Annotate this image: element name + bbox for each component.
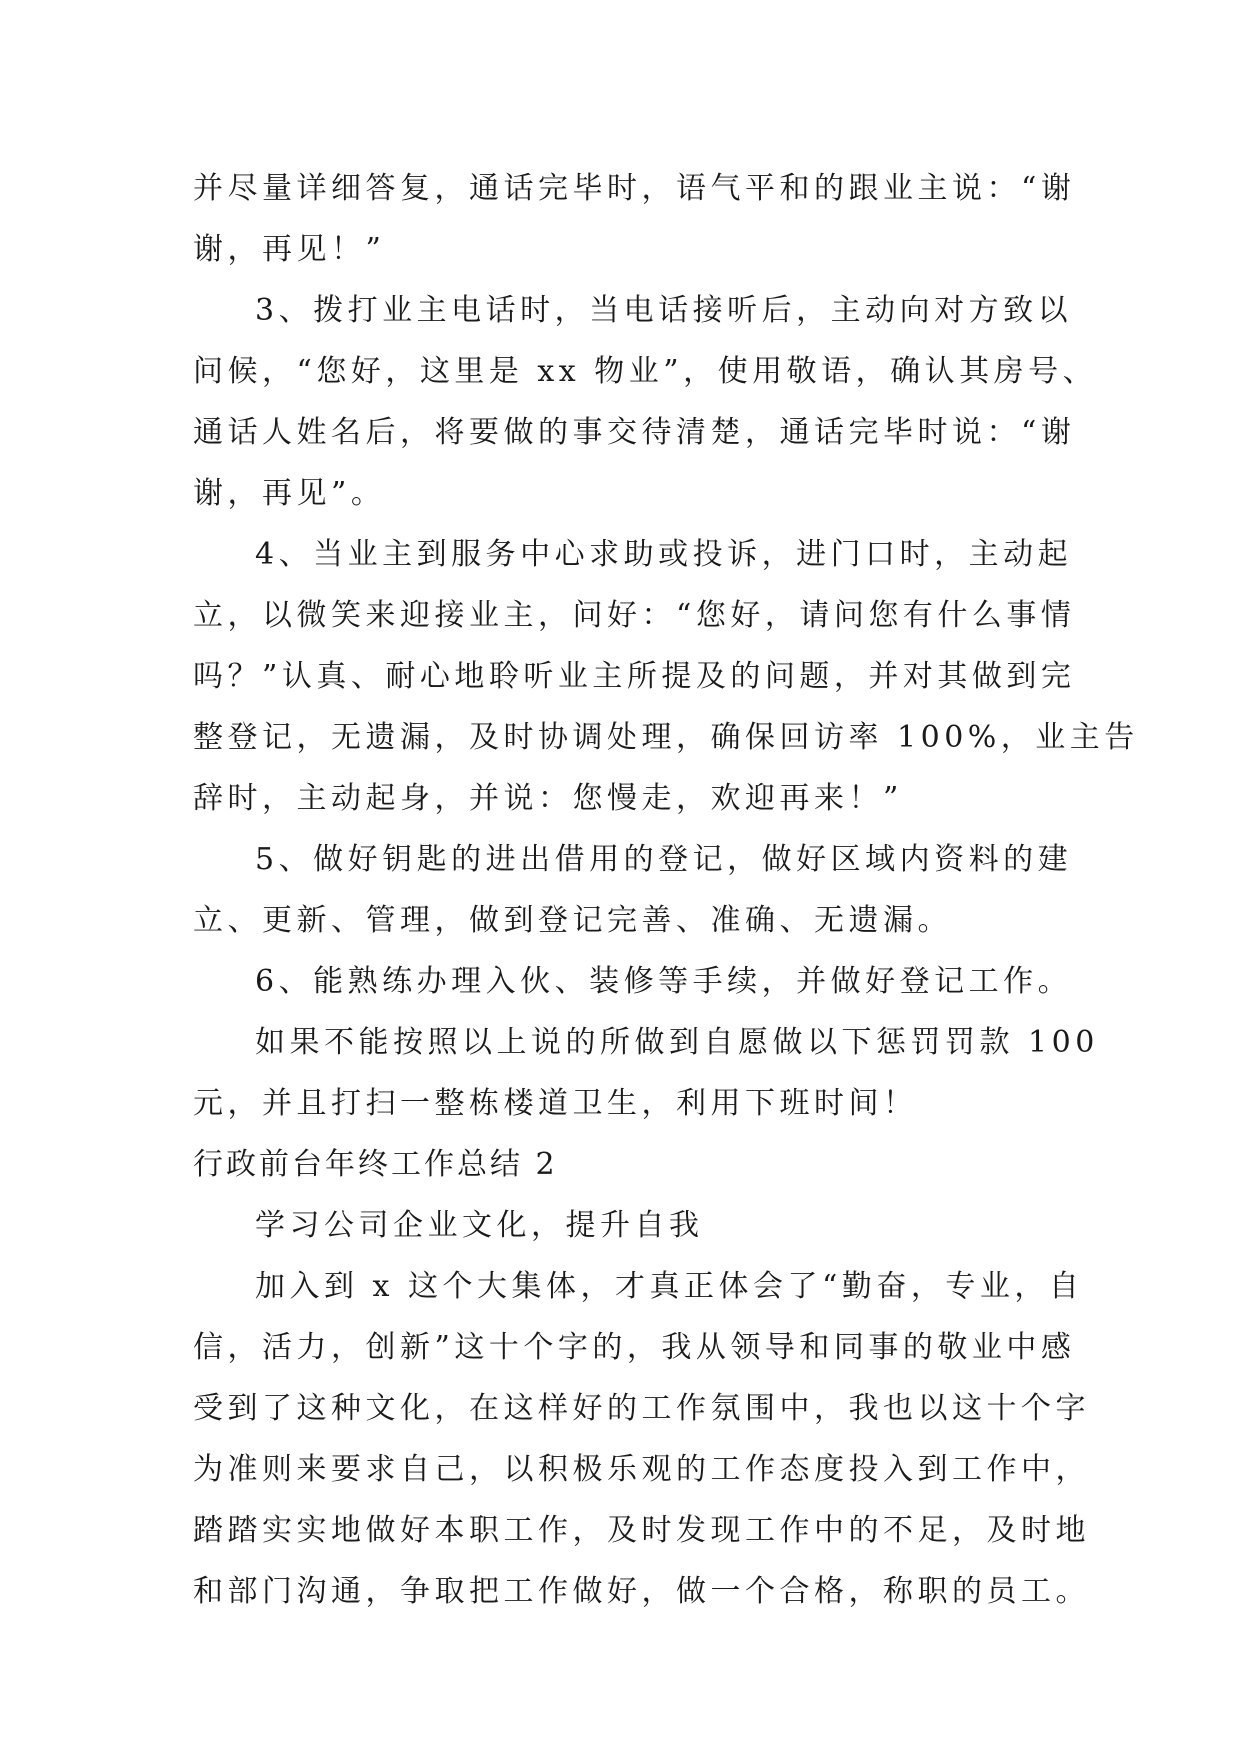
paragraph-item-6: 6、能熟练办理入伙、装修等手续，并做好登记工作。: [255, 964, 1073, 999]
paragraph-item-4: 4、当业主到服务中心求助或投诉，进门口时，主动起: [255, 537, 1073, 572]
paragraph-start: 加入到 x 这个大集体，才真正体会了“勤奋，专业，自: [255, 1269, 1084, 1304]
text-line: 谢，再见”。: [193, 476, 386, 511]
text-line: 吗？”认真、耐心地聆听业主所提及的问题，并对其做到完: [193, 659, 1076, 694]
text-line: 谢，再见！”: [193, 232, 386, 267]
text-line: 并尽量详细答复，通话完毕时，语气平和的跟业主说：“谢: [193, 171, 1076, 206]
text-line: 立，以微笑来迎接业主，问好：“您好，请问您有什么事情: [193, 598, 1076, 633]
penalty-paragraph: 如果不能按照以上说的所做到自愿做以下惩罚罚款 100: [255, 1025, 1099, 1060]
paragraph-item-5: 5、做好钥匙的进出借用的登记，做好区域内资料的建: [255, 842, 1073, 877]
text-line: 整登记，无遗漏，及时协调处理，确保回访率 100%，业主告: [193, 720, 1139, 755]
text-line: 踏踏实实地做好本职工作，及时发现工作中的不足，及时地: [193, 1513, 1090, 1548]
document-body: [193, 158, 1139, 1622]
text-line: 问候，“您好，这里是 xx 物业”，使用敬语，确认其房号、: [193, 354, 1098, 389]
text-line: 通话人姓名后，将要做的事交待清楚，通话完毕时说：“谢: [193, 415, 1076, 450]
text-line: 立、更新、管理，做到登记完善、准确、无遗漏。: [193, 903, 952, 938]
paragraph-item-3: 3、拨打业主电话时，当电话接听后，主动向对方致以: [255, 293, 1073, 328]
text-line: 受到了这种文化，在这样好的工作氛围中，我也以这十个字: [193, 1391, 1090, 1426]
section-heading: 行政前台年终工作总结 2: [193, 1147, 558, 1182]
text-line: 和部门沟通，争取把工作做好，做一个合格，称职的员工。: [193, 1574, 1090, 1609]
text-line: 信，活力，创新”这十个字的，我从领导和同事的敬业中感: [193, 1330, 1076, 1365]
subheading: 学习公司企业文化，提升自我: [255, 1208, 704, 1243]
text-line: 辞时，主动起身，并说：您慢走，欢迎再来！”: [193, 781, 903, 816]
text-line: 为准则来要求自己，以积极乐观的工作态度投入到工作中，: [193, 1452, 1090, 1487]
text-line: 元，并且打扫一整栋楼道卫生，利用下班时间！: [193, 1086, 918, 1121]
